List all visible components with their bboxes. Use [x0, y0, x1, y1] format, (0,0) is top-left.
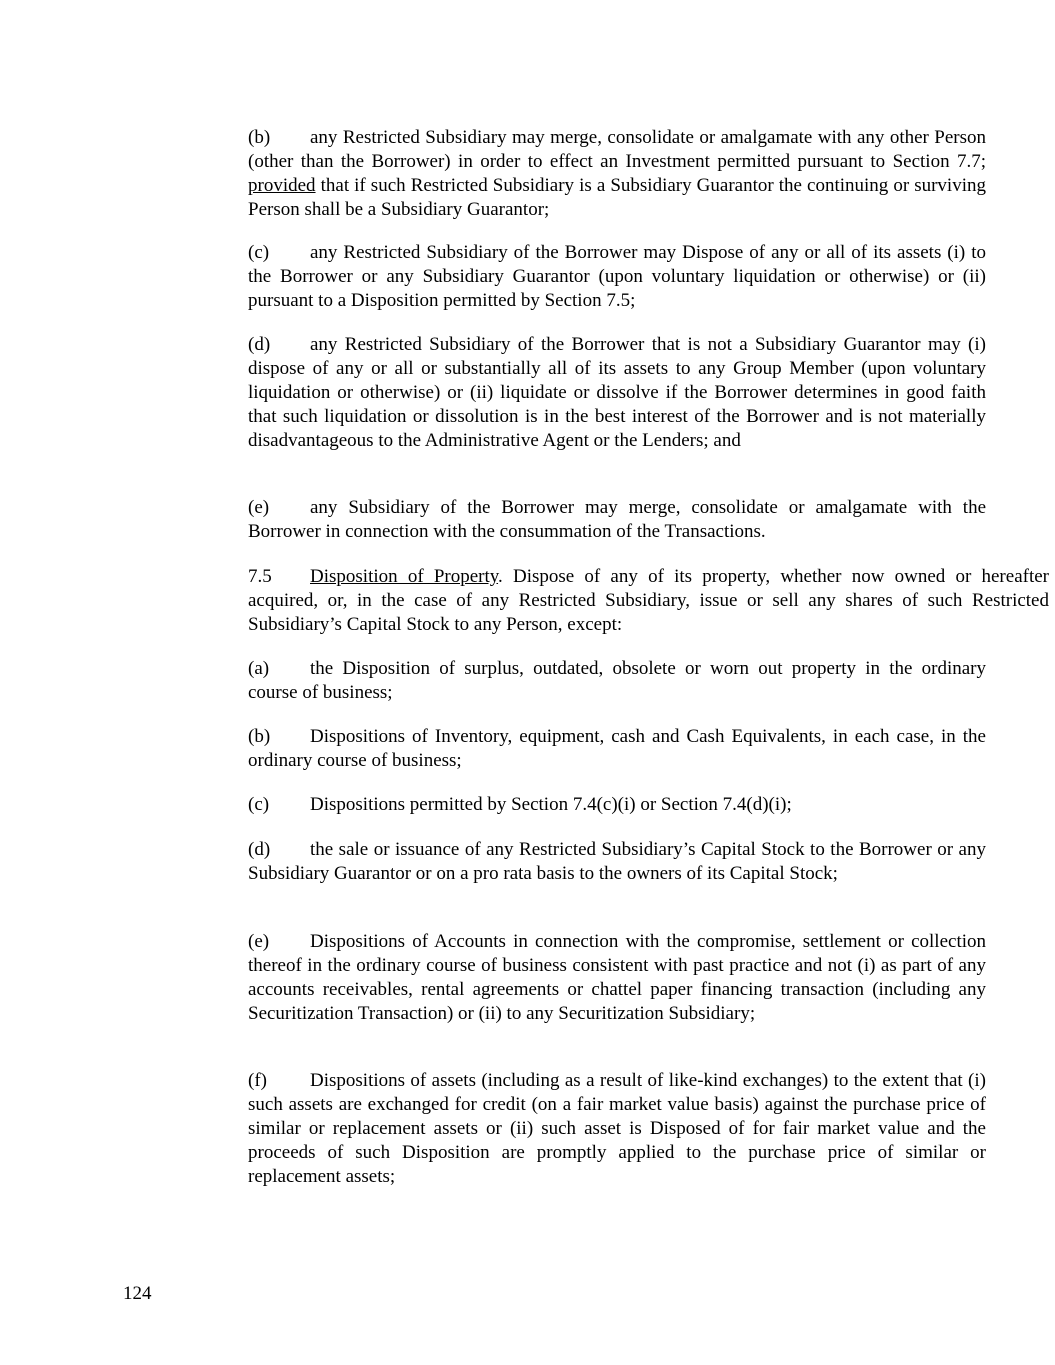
- clause-7-5-d: [186, 838, 986, 886]
- clause-label: (e): [248, 931, 270, 952]
- section-heading: Disposition of Property: [310, 566, 499, 587]
- clause-text: Dispositions permitted by Section 7.4(c)(i) or Section 7.4(d)(i);: [310, 794, 792, 815]
- clause-text: any Restricted Subsidiary of the Borrower may Dispose of any or all of its assets (i) to the Borrower or any Subsidiary Guarantor (upon voluntary liquidation or otherwise) or (ii) pursuant to a Disposition permitted by Section 7.5;: [248, 242, 986, 311]
- clause-7-5-e: [186, 930, 986, 1026]
- clause-text: the sale or issuance of any Restricted Subsidiary’s Capital Stock to the Borrower or any Subsidiary Guarantor or on a pro rata basis to the owners of its Capital Stock;: [248, 839, 986, 884]
- clause-7-4-b: [186, 126, 986, 222]
- section-text: . Dispose of any of its property, whether now owned or hereafter acquired, or, in the case of any Restricted Subsidiary, issue or sell any shares of such Restricted Subsidiary’s Capital Stock to any Person, except:: [248, 566, 1049, 635]
- clause-label: (e): [248, 497, 270, 518]
- clause-label: (c): [248, 242, 270, 263]
- clause-label: (b): [248, 726, 271, 747]
- clause-7-4-e: [186, 496, 986, 544]
- clause-label: (d): [248, 334, 271, 355]
- clause-text: Dispositions of Accounts in connection with the compromise, settlement or collection thereof in the ordinary course of business consistent with past practice and not (i) as part of any accounts receivables, rental agreements or chattel paper financing transaction (including any Securitization Transaction) or (ii) to any Securitization Subsidiary;: [248, 931, 986, 1024]
- clause-7-5-f: [186, 1069, 986, 1189]
- page-number: 124: [123, 1283, 152, 1304]
- clause-7-5-a: [186, 657, 986, 705]
- clause-text-continued: that if such Restricted Subsidiary is a Subsidiary Guarantor the continuing or surviving Person shall be a Subsidiary Guarantor;: [248, 175, 986, 220]
- clause-label: (c): [248, 794, 270, 815]
- section-number: 7.5: [248, 566, 272, 587]
- clause-text: any Restricted Subsidiary of the Borrower that is not a Subsidiary Guarantor may (i) dispose of any or all or substantially all of its assets to any Group Member (upon voluntary liquidation or otherwise) or (ii) liquidate or dissolve if the Borrower determines in good faith that such liquidation or dissolution is in the best interest of the Borrower and is not materially disadvantageous to the Administrative Agent or the Lenders; and: [248, 334, 986, 451]
- clause-label: (a): [248, 658, 270, 679]
- clause-text: Dispositions of Inventory, equipment, cash and Cash Equivalents, in each case, in the ordinary course of business;: [248, 726, 986, 771]
- clause-label: (d): [248, 839, 271, 860]
- clause-7-4-d: [186, 333, 986, 453]
- clause-label: (b): [248, 127, 271, 148]
- clause-label: (f): [248, 1070, 267, 1091]
- clause-text: any Restricted Subsidiary may merge, consolidate or amalgamate with any other Person (other than the Borrower) in order to effect an Investment permitted pursuant to Section 7.7;: [248, 127, 986, 172]
- section-7-5: [123, 565, 1049, 637]
- provided-term: provided: [248, 175, 316, 196]
- clause-7-4-c: [186, 241, 986, 313]
- clause-text: the Disposition of surplus, outdated, obsolete or worn out property in the ordinary course of business;: [248, 658, 986, 703]
- clause-7-5-b: [186, 725, 986, 773]
- clause-7-5-c: [186, 793, 986, 817]
- clause-text: Dispositions of assets (including as a result of like-kind exchanges) to the extent that (i) such assets are exchanged for credit (on a fair market value basis) against the purchase price of similar or replacement assets or (ii) such asset is Disposed of for fair market value and the proceeds of such Disposition are promptly applied to the purchase price of similar or replacement assets;: [248, 1070, 986, 1187]
- clause-text: any Subsidiary of the Borrower may merge, consolidate or amalgamate with the Borrower in connection with the consummation of the Transactions.: [248, 497, 986, 542]
